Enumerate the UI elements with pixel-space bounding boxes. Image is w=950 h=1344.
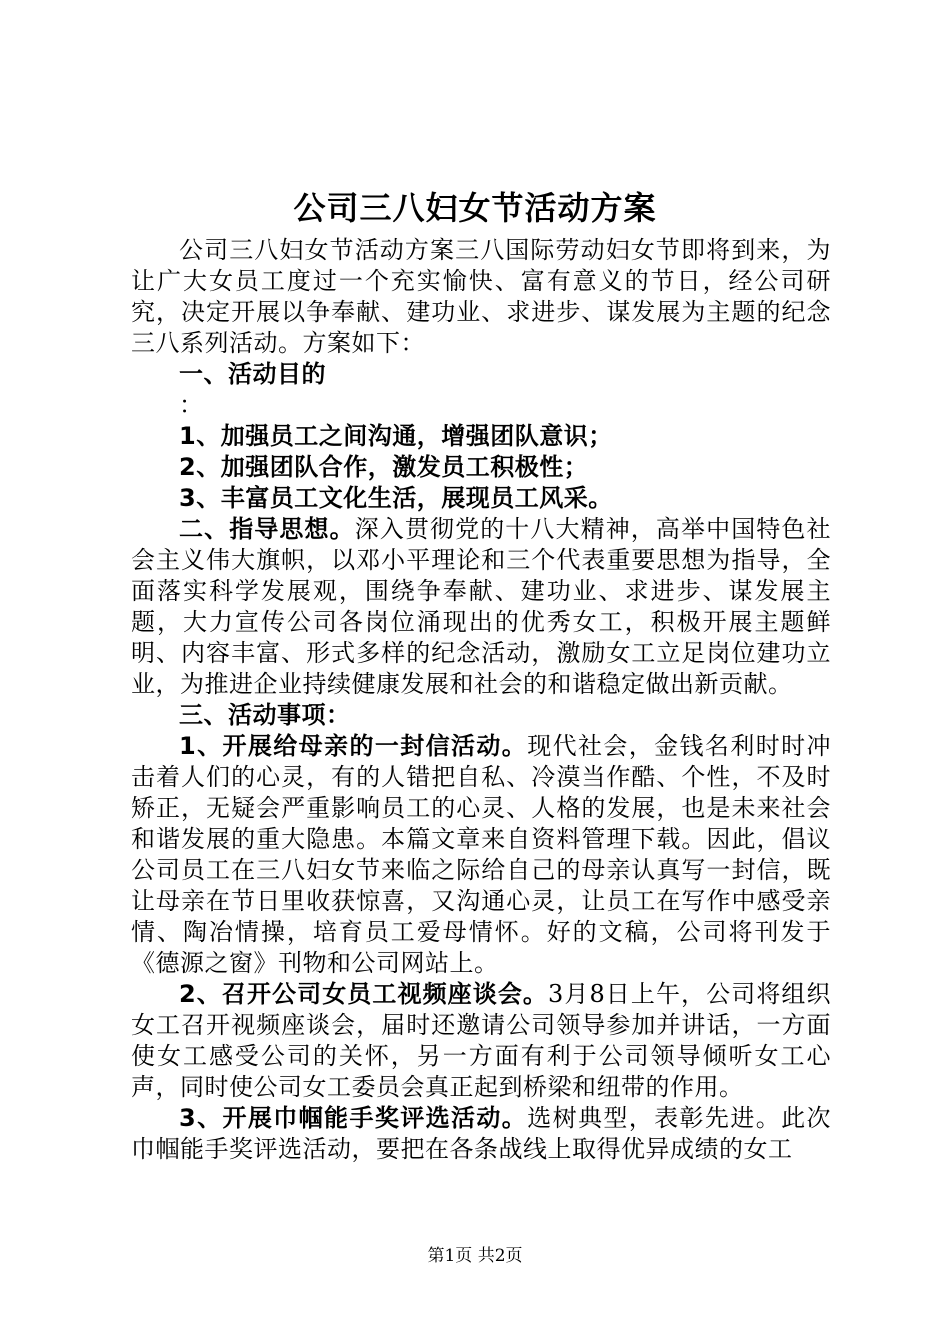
page-footer: 第1页 共2页 <box>427 1246 523 1266</box>
document-title: 公司三八妇女节活动方案 <box>293 189 657 227</box>
activity-item-1 <box>131 731 831 979</box>
section-colon: ： <box>179 391 204 419</box>
goal-item-2: 2、加强团队合作，激发员工积极性； <box>179 453 589 481</box>
goal-item-1: 1、加强员工之间沟通，增强团队意识； <box>179 422 613 450</box>
activity-2-body: 3月8日上午，公司将组织女工召开视频座谈会，届时还邀请公司领导参加并讲话，一方面使女工感受公司的关怀，另一方面有利于公司领导倾听女工心声，同时使公司女工委员会真正起到桥梁和纽带的作用。 <box>131 980 831 1101</box>
activity-item-2 <box>131 979 831 1103</box>
guiding-principle-paragraph <box>131 514 831 700</box>
goal-item-3: 3、丰富员工文化生活，展现员工风采。 <box>179 484 613 512</box>
document-body <box>131 235 831 1165</box>
section-heading-purpose: 一、活动目的 <box>179 360 326 388</box>
activity-3-heading: 3、开展巾帼能手奖评选活动。 <box>179 1104 528 1132</box>
activity-2-heading: 2、召开公司女员工视频座谈会。 <box>179 980 548 1008</box>
activity-1-heading: 1、开展给母亲的一封信活动。 <box>179 732 528 760</box>
section-heading-guidance: 二、指导思想。 <box>179 515 355 543</box>
intro-paragraph: 公司三八妇女节活动方案三八国际劳动妇女节即将到来，为让广大女员工度过一个充实愉快、富有意义的节日，经公司研究，决定开展以争奉献、建功业、求进步、谋发展为主题的纪念三八系列活动。方案如下： <box>131 236 831 357</box>
activity-3-body: 选树典型，表彰先进。此次巾帼能手奖评选活动，要把在各条战线上取得优异成绩的女工 <box>131 1104 831 1163</box>
activity-1-body: 现代社会，金钱名利时时冲击着人们的心灵，有的人错把自私、冷漠当作酷、个性，不及时矫正，无疑会严重影响员工的心灵、人格的发展，也是未来社会和谐发展的重大隐患。本篇文章来自资料管理下载。因此，倡议公司员工在三八妇女节来临之际给自己的母亲认真写一封信，既让母亲在节日里收获惊喜，又沟通心灵，让员工在写作中感受亲情、陶冶情操，培育员工爱母情怀。好的文稿，公司将刊发于《德源之窗》刊物和公司网站上。 <box>131 732 831 977</box>
guidance-body: 深入贯彻党的十八大精神，高举中国特色社会主义伟大旗帜，以邓小平理论和三个代表重要思想为指导，全面落实科学发展观，围绕争奉献、建功业、求进步、谋发展主题，大力宣传公司各岗位涌现出的优秀女工，积极开展主题鲜明、内容丰富、形式多样的纪念活动，激励女工立足岗位建功立业，为推进企业持续健康发展和社会的和谐稳定做出新贡献。 <box>131 515 832 698</box>
section-heading-activities: 三、活动事项： <box>179 701 351 729</box>
activity-item-3 <box>131 1103 831 1165</box>
